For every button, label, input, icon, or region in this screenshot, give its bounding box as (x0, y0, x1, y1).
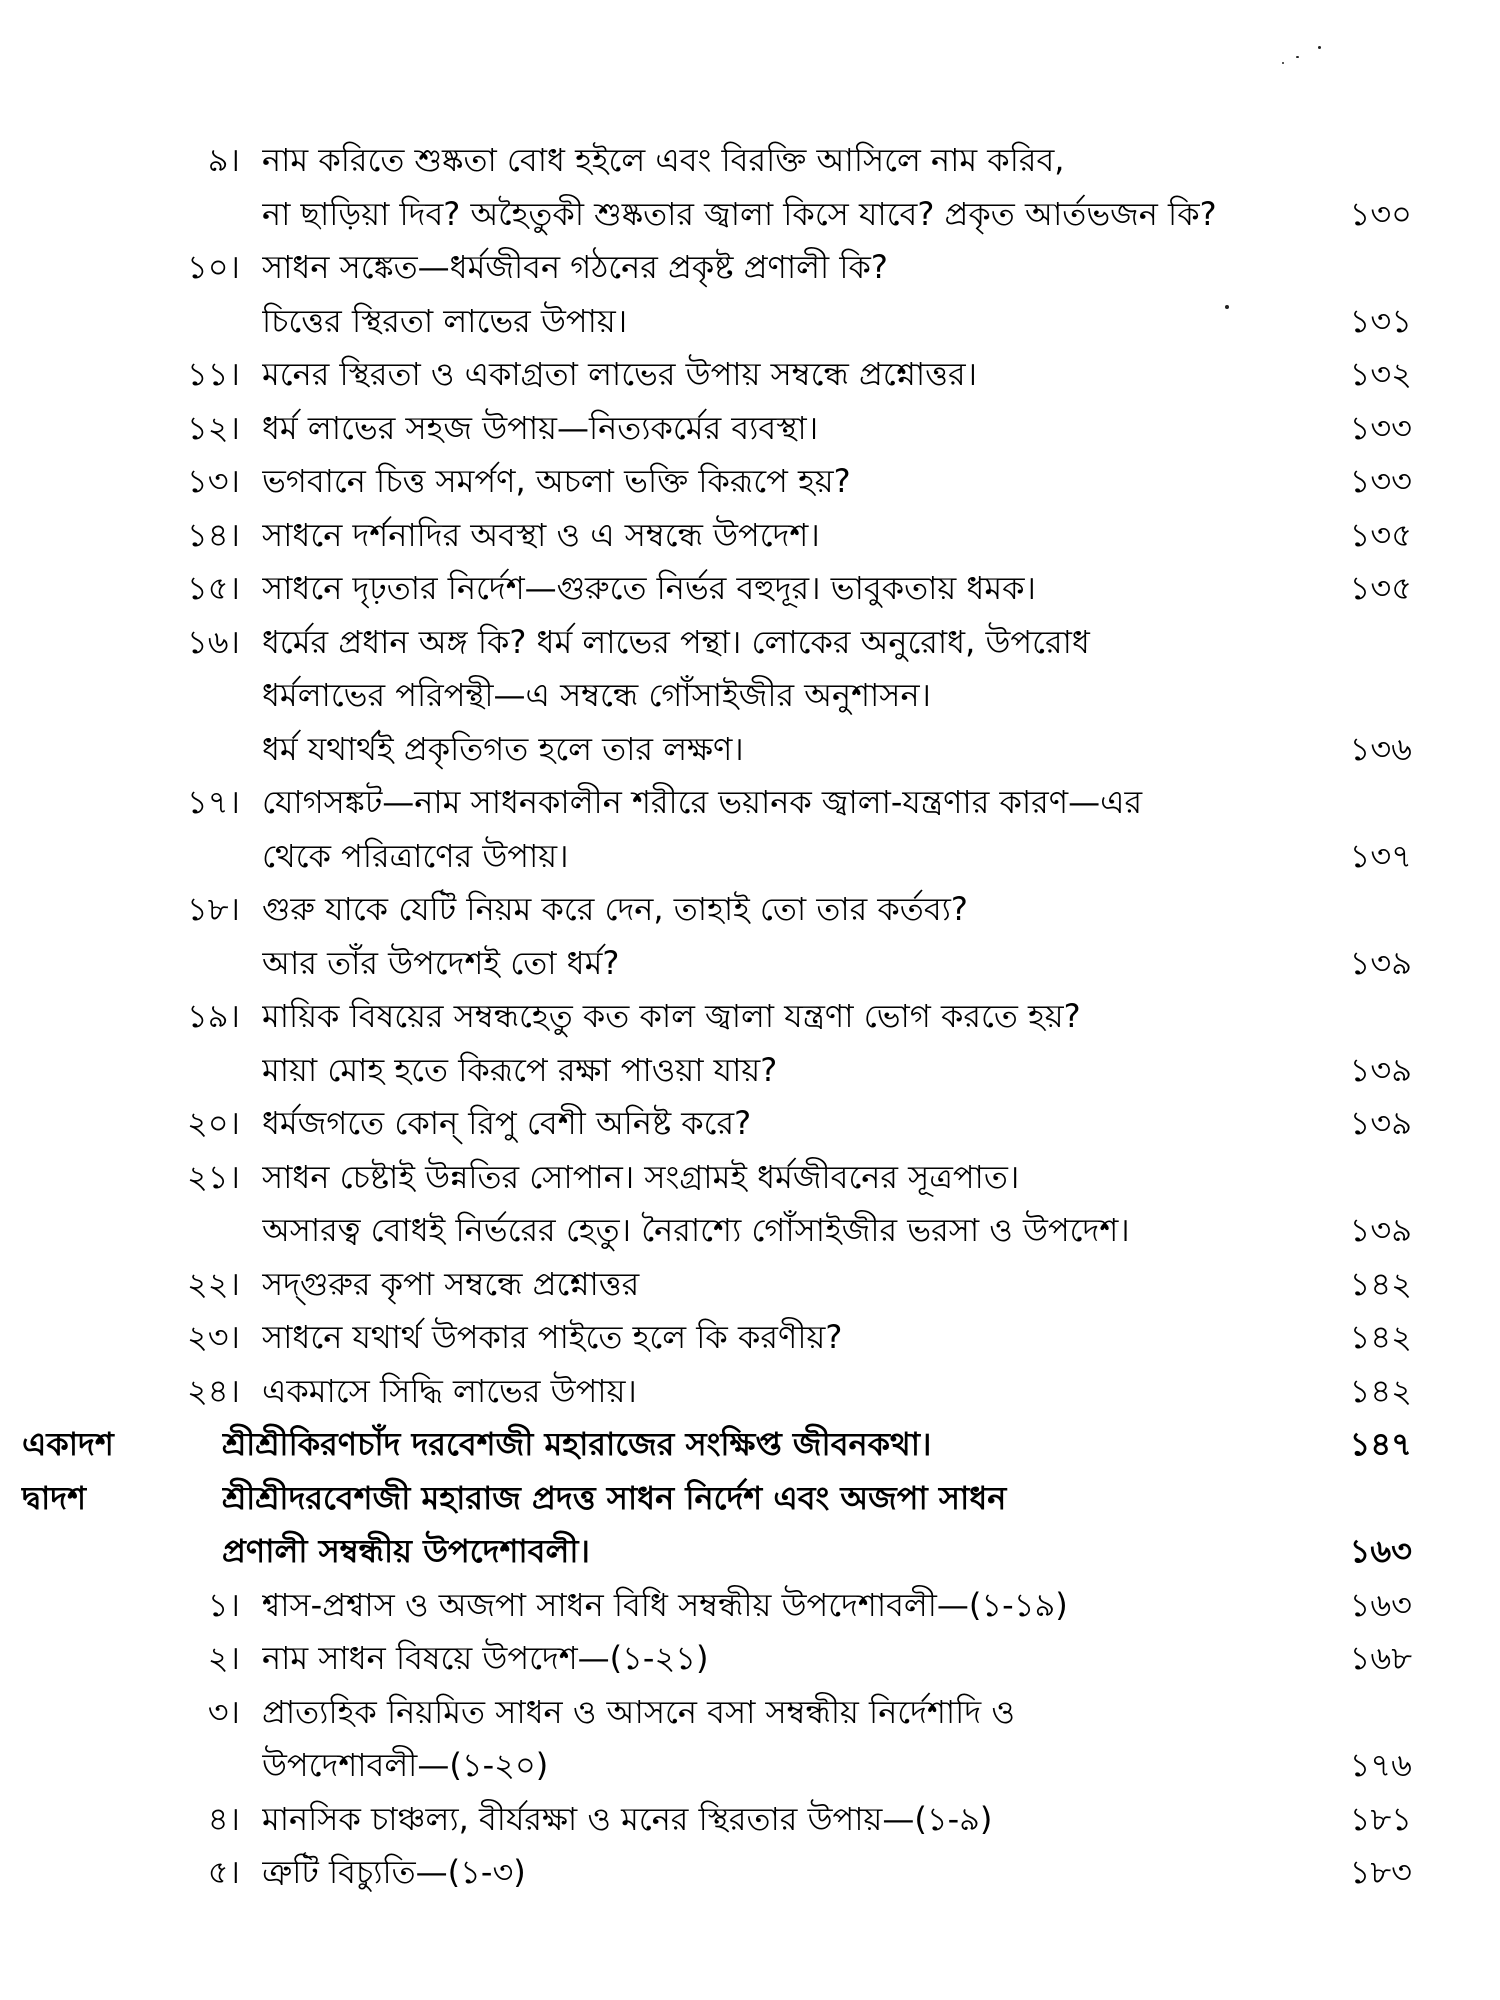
section-page-number: ১৬৩ (1349, 1532, 1412, 1570)
entry-page-number: ১৩৫ (1349, 515, 1412, 554)
entry-number: ৯। (207, 141, 240, 179)
entry-number: ১৫। (187, 569, 240, 607)
entry-number: ২। (207, 1639, 240, 1677)
toc-entry (0, 1793, 1500, 1847)
section-title-line: প্রণালী সম্বন্ধীয় উপদেশাবলী। (222, 1532, 590, 1570)
section-heading (0, 1418, 1500, 1472)
entry-title-line: অসারত্ব বোধই নির্ভরের হেতু। নৈরাশ্যে গোঁসাইজীর ভরসা ও উপদেশ। (262, 1211, 1130, 1249)
entry-number: ১২। (186, 408, 240, 447)
entry-title-line: ত্রুটি বিচ্যুতি—(১-৩) (262, 1853, 526, 1891)
entry-number: ২৩। (186, 1318, 240, 1356)
toc-entry (0, 455, 1500, 509)
toc-entry (0, 1311, 1500, 1365)
entry-title-line: প্রাত্যহিক নিয়মিত সাধন ও আসনে বসা সম্বন্ধীয় নির্দেশাদি ও (262, 1692, 1015, 1731)
entry-title-line: ধর্মের প্রধান অঙ্গ কি? ধর্ম লাভের পন্থা। লোকের অনুরোধ, উপরোধ (262, 622, 1090, 661)
toc-entry (0, 241, 1500, 348)
section-title-line: শ্রীশ্রীদরবেশজী মহারাজ প্রদত্ত সাধন নির্দেশ এবং অজপা সাধন (222, 1478, 1007, 1517)
entry-title-line: একমাসে সিদ্ধি লাভের উপায়। (262, 1371, 637, 1410)
entry-page-number: ১৪২ (1349, 1264, 1412, 1303)
entry-title-line: সাধনে যথার্থ উপকার পাইতে হলে কি করণীয়? (262, 1318, 843, 1356)
toc-entry (0, 883, 1500, 990)
entry-title-line: যোগসঙ্কট—নাম সাধনকালীন শরীরে ভয়ানক জ্বালা-যন্ত্রণার কারণ—এর (262, 783, 1143, 821)
toc-entry (0, 348, 1500, 402)
entry-title-line: ধর্মজগতে কোন্ রিপু বেশী অনিষ্ট করে? (262, 1104, 752, 1142)
entry-title-line: থেকে পরিত্রাণের উপায়। (262, 836, 569, 875)
entry-page-number: ১৭৬ (1349, 1746, 1412, 1784)
toc-entry (0, 1365, 1500, 1419)
entry-page-number: ১৬৩ (1349, 1585, 1412, 1624)
entry-number: ২২। (186, 1264, 240, 1303)
entry-title-line: আর তাঁর উপদেশই তো ধর্ম? (262, 943, 620, 982)
scan-speck (1318, 46, 1321, 49)
toc-entry (0, 616, 1500, 777)
entry-number: ৫। (207, 1853, 240, 1891)
entry-title-line: সাধনে দৃঢ়তার নির্দেশ—গুরুতে নির্ভর বহুদূর। ভাবুকতায় ধমক। (262, 569, 1036, 607)
entry-page-number: ১৩২ (1349, 355, 1412, 393)
entry-number: ২০। (186, 1104, 240, 1142)
entry-page-number: ১৩৬ (1349, 729, 1412, 768)
entry-page-number: ১৩৭ (1349, 836, 1412, 875)
toc-entry (0, 1686, 1500, 1793)
entry-page-number: ১৩৯ (1349, 1050, 1412, 1089)
entry-page-number: ১৩৩ (1349, 408, 1412, 447)
toc-entry (0, 1579, 1500, 1633)
toc-entry (0, 509, 1500, 563)
entry-title-line: মানসিক চাঞ্চল্য, বীর্যরক্ষা ও মনের স্থিরতার উপায়—(১-৯) (262, 1799, 993, 1838)
entry-title-line: নাম সাধন বিষয়ে উপদেশ—(১-২১) (262, 1639, 709, 1677)
entry-title-line: সাধন চেষ্টাই উন্নতির সোপান। সংগ্রামই ধর্মজীবনের সূত্রপাত। (262, 1157, 1020, 1196)
scan-speck (1296, 56, 1299, 58)
entry-title-line: মায়িক বিষয়ের সম্বন্ধহেতু কত কাল জ্বালা যন্ত্রণা ভোগ করতে হয়? (262, 997, 1081, 1035)
entry-number: ১৩। (186, 462, 240, 500)
toc-entry (0, 1846, 1500, 1900)
entry-page-number: ১৮৩ (1349, 1853, 1412, 1891)
entry-page-number: ১৬৮ (1349, 1639, 1412, 1677)
section-title-line: শ্রীশ্রীকিরণচাঁদ দরবেশজী মহারাজের সংক্ষিপ্ত জীবনকথা। (222, 1425, 932, 1463)
entry-title-line: গুরু যাকে যেটি নিয়ম করে দেন, তাহাই তো তার কর্তব্য? (262, 890, 968, 928)
entry-title-line: ধর্ম যথার্থই প্রকৃতিগত হলে তার লক্ষণ। (262, 729, 744, 768)
toc-entry (0, 134, 1500, 241)
entry-number: ১৬। (186, 622, 240, 661)
entry-number: ১৮। (187, 890, 240, 928)
toc-entry (0, 1151, 1500, 1258)
entry-number: ৪। (207, 1799, 240, 1838)
entry-number: ১০। (186, 248, 240, 286)
entry-title-line: না ছাড়িয়া দিব? অহৈতুকী শুষ্কতার জ্বালা কিসে যাবে? প্রকৃত আর্তভজন কি? (262, 194, 1217, 233)
entry-number: ১১। (187, 355, 240, 393)
entry-page-number: ১৪২ (1349, 1371, 1412, 1410)
entry-page-number: ১৮১ (1349, 1799, 1412, 1838)
entry-page-number: ১৩৯ (1349, 1211, 1412, 1249)
entry-title-line: উপদেশাবলী—(১-২০) (262, 1746, 549, 1784)
entry-number: ১৭। (186, 783, 240, 821)
toc-entry (0, 562, 1500, 616)
toc-entry (0, 990, 1500, 1097)
entry-number: ৩। (207, 1692, 240, 1731)
entry-title-line: ধর্মলাভের পরিপন্থী—এ সম্বন্ধে গোঁসাইজীর অনুশাসন। (262, 676, 931, 714)
entry-title-line: সদ্গুরুর কৃপা সম্বন্ধে প্রশ্নোত্তর (262, 1264, 640, 1303)
toc-entry (0, 1258, 1500, 1312)
section-page-number: ১৪৭ (1349, 1425, 1412, 1463)
entry-number: ১৪। (187, 515, 240, 554)
entry-title-line: মনের স্থিরতা ও একাগ্রতা লাভের উপায় সম্বন্ধে প্রশ্নোত্তর। (262, 355, 978, 393)
entry-page-number: ১৩৫ (1349, 569, 1412, 607)
entry-number: ১৯। (187, 997, 240, 1035)
entry-title-line: নাম করিতে শুষ্কতা বোধ হইলে এবং বিরক্তি আসিলে নাম করিব, (262, 141, 1065, 179)
entry-title-line: ভগবানে চিত্ত সমর্পণ, অচলা ভক্তি কিরূপে হয়? (262, 462, 851, 500)
entry-page-number: ১৩৯ (1349, 943, 1412, 982)
entry-title-line: সাধনে দর্শনাদির অবস্থা ও এ সম্বন্ধে উপদেশ। (262, 515, 820, 554)
entry-page-number: ১৩১ (1349, 301, 1412, 340)
toc-entry (0, 1632, 1500, 1686)
section-label: একাদশ (22, 1425, 114, 1463)
entry-page-number: ১৩৩ (1349, 462, 1412, 500)
entry-number: ১। (207, 1585, 240, 1624)
entry-title-line: সাধন সঙ্কেত—ধর্মজীবন গঠনের প্রকৃষ্ট প্রণালী কি? (262, 248, 888, 286)
entry-page-number: ১৩০ (1349, 194, 1412, 233)
entry-title-line: শ্বাস-প্রশ্বাস ও অজপা সাধন বিধি সম্বন্ধীয় উপদেশাবলী—(১-১৯) (262, 1585, 1068, 1624)
toc-entry (0, 776, 1500, 883)
section-label: দ্বাদশ (22, 1478, 87, 1517)
toc-entry (0, 1097, 1500, 1151)
scan-speck (1282, 62, 1284, 64)
entry-title-line: চিত্তের স্থিরতা লাভের উপায়। (262, 301, 628, 340)
entry-number: ২৪। (186, 1371, 240, 1410)
entry-title-line: মায়া মোহ হতে কিরূপে রক্ষা পাওয়া যায়? (262, 1050, 778, 1089)
toc-entry (0, 402, 1500, 456)
section-heading (0, 1472, 1500, 1579)
entry-page-number: ১৩৯ (1349, 1104, 1412, 1142)
entry-title-line: ধর্ম লাভের সহজ উপায়—নিত্যকর্মের ব্যবস্থা। (262, 408, 819, 447)
entry-page-number: ১৪২ (1349, 1318, 1412, 1356)
entry-number: ২১। (186, 1157, 240, 1196)
